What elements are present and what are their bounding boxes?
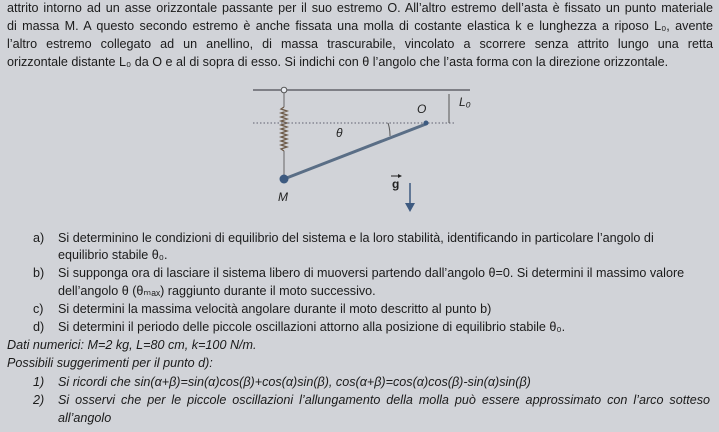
spring [281, 107, 287, 151]
hint-1-line-1: Si ricordi che sin(α+β)=sin(α)cos(β)+cos(α)sin(β), cos(α+β)=cos(α)cos(β)-sin(α)sin(β) [58, 375, 531, 389]
intro-line-2: di massa M. A questo secondo estremo è anche fissata una molla di costante elastica k e lunghezza a riposo L₀, avente [7, 19, 713, 33]
hint-1-label: 1) [33, 375, 45, 389]
rod [284, 124, 426, 179]
question-c-line-1: Si determini la massima velocità angolare durante il moto descritto al punto b) [58, 302, 492, 316]
question-a-line-2: equilibrio stabile θ₀. [58, 248, 168, 262]
numeric-data: Dati numerici: M=2 kg, L=80 cm, k=100 N/m. [7, 338, 257, 352]
question-b-line-2: dell’angolo θ (θₘₐₓ) raggiunto durante il moto successivo. [58, 284, 376, 298]
theta-arc [388, 123, 390, 136]
label-g: g [392, 177, 400, 191]
question-b-label: b) [33, 266, 45, 280]
pivot-o [424, 121, 429, 126]
question-a-label: a) [33, 231, 45, 245]
sliding-ring [281, 87, 287, 93]
label-o: O [417, 102, 427, 116]
hint-2-line-1: Si osservi che per le piccole oscillazioni l’allungamento della molla può essere approssimato con l’arco sotteso [58, 393, 710, 407]
question-c-label: c) [33, 302, 44, 316]
hint-2-line-2: all’angolo [58, 411, 112, 425]
intro-line-3: l’altro estremo collegato ad un anellino, di massa trascurabile, vincolato a scorrere senza attrito lungo una retta [7, 37, 713, 51]
question-d-label: d) [33, 320, 45, 334]
question-a-line-1: Si determinino le condizioni di equilibrio del sistema e la loro stabilità, identificando in particolare l’angolo di [58, 231, 654, 245]
hints-title: Possibili suggerimenti per il punto d): [7, 356, 213, 370]
intro-line-4: orizzontale distante L₀ da O e al di sopra di esso. Si indichi con θ l’angolo che l’asta forma con la direzione orizzontale. [7, 55, 669, 69]
label-theta: θ [336, 126, 343, 140]
hint-2-label: 2) [33, 393, 45, 407]
mass-point [280, 175, 289, 184]
label-l0: L₀ [459, 95, 471, 109]
gravity-arrow-head [405, 203, 415, 212]
question-d-line-1: Si determini il periodo delle piccole oscillazioni attorno alla posizione di equilibrio stabile θ₀. [58, 320, 566, 334]
question-b-line-1: Si supponga ora di lasciare il sistema libero di muoversi partendo dall’angolo θ=0. Si determini il massimo valore [58, 266, 685, 280]
intro-line-1: attrito intorno ad un asse orizzontale passante per il suo estremo O. All’altro estremo dell’asta è fissato un punto materiale [7, 1, 713, 15]
label-m: M [278, 190, 288, 204]
